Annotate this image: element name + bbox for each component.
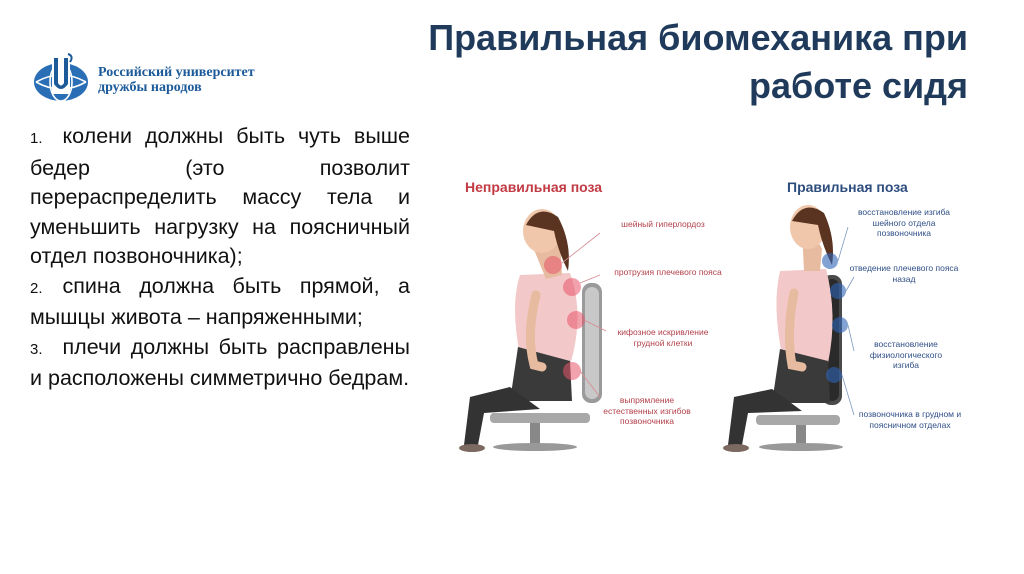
right-posture-figure xyxy=(723,205,854,452)
item-number: 1. xyxy=(30,130,43,147)
label-cervical-restoration: восстановление изгиба шейного отдела позвоночника xyxy=(857,207,951,238)
item-number: 2. xyxy=(30,279,43,297)
rudn-globe-logo-icon xyxy=(30,52,94,108)
list-item xyxy=(30,272,410,333)
logo-line-1: Российский университет xyxy=(98,65,255,80)
item-text: спина должна быть прямой, а мышцы живота – напряженными; xyxy=(30,273,410,329)
label-physiological-curve: восстановление физиологического изгиба xyxy=(869,339,943,370)
logo-text xyxy=(98,65,255,95)
wrong-posture-title: Неправильная поза xyxy=(465,179,603,195)
logo-line-2: дружбы народов xyxy=(98,80,202,95)
item-text: плечи должны быть расправлены и расположены симметрично бедрам. xyxy=(30,334,410,390)
item-number: 3. xyxy=(30,340,43,358)
posture-illustration xyxy=(450,165,990,455)
label-shoulder-protrusion: протрузия плечевого пояса xyxy=(614,267,722,277)
right-posture-title: Правильная поза xyxy=(787,179,908,195)
label-kyphotic-curvature: кифозное искривление грудной клетки xyxy=(617,327,709,348)
label-shoulder-back: отведение плечевого пояса назад xyxy=(849,263,959,284)
list-item xyxy=(30,122,410,272)
slide-title: Правильная биомеханика при работе сидя xyxy=(428,17,968,106)
wrong-posture-figure xyxy=(459,209,606,452)
university-logo xyxy=(30,52,300,108)
list-item xyxy=(30,333,410,394)
label-thoracic-lumbar: позвоночника в грудном и поясничном отделах xyxy=(858,409,962,430)
label-straightening-curves: выпрямление естественных изгибов позвоночника xyxy=(603,395,691,426)
recommendations-list xyxy=(30,122,410,394)
item-text: колени должны быть чуть выше бедер (это позволит перераспределить массу тела и уменьшить нагрузку на поясничный отдел позвоночника); xyxy=(30,124,410,268)
label-cervical-hyperlordosis: шейный гиперлордоз xyxy=(621,219,705,229)
